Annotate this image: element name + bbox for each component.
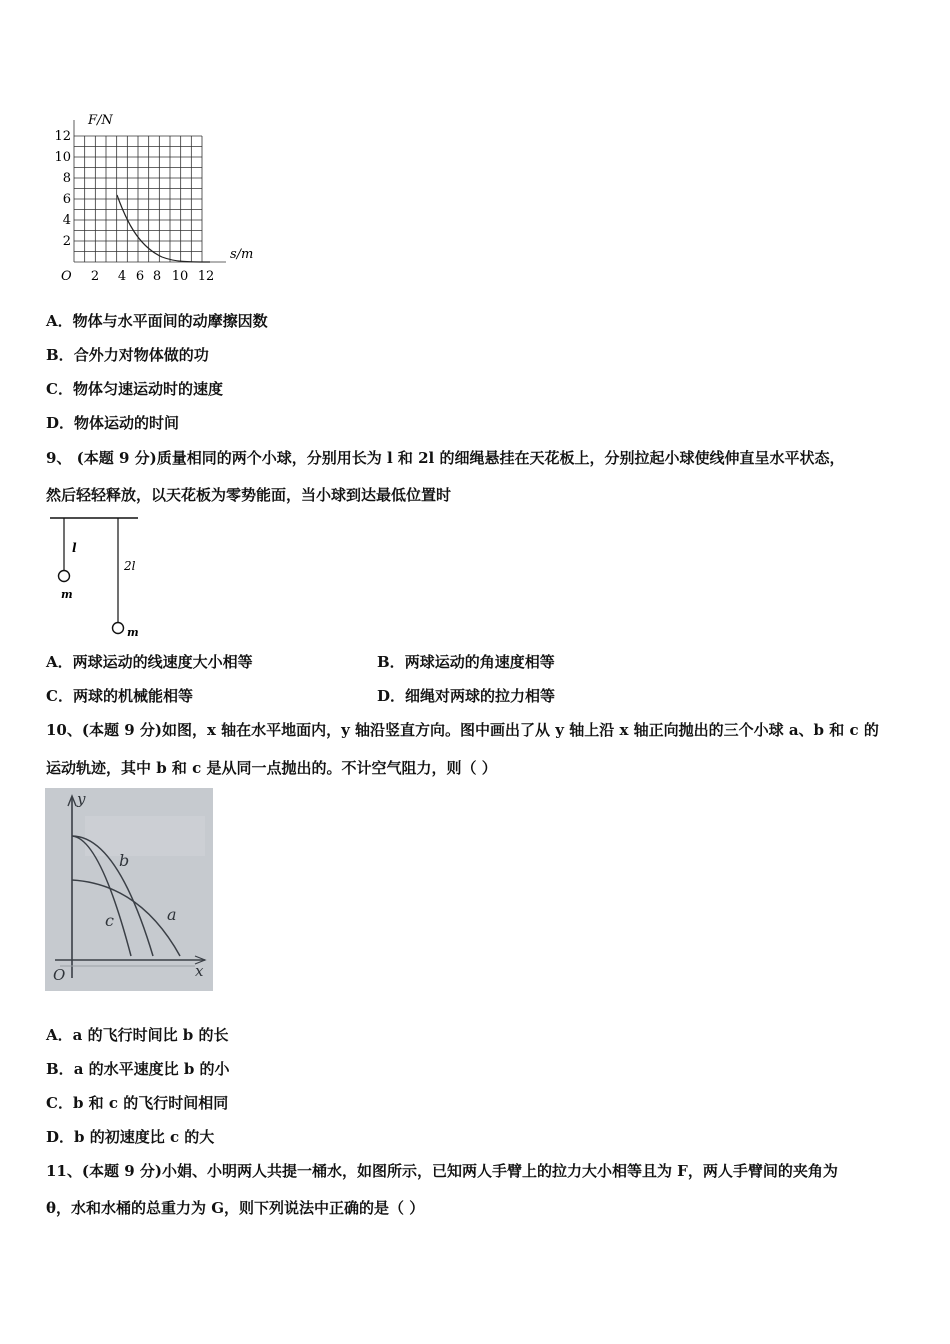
x-tick-labels [91, 269, 214, 284]
pendulum-figure [46, 512, 156, 642]
y-axis-label: F/N [88, 113, 113, 128]
q9-text-line-2: 然后轻轻释放，以天花板为零势能面，当小球到达最低位置时 [46, 486, 452, 504]
x-tick-label: 10 [171, 269, 189, 284]
curve-c-label: c [105, 911, 114, 930]
x-tick-label: 4 [117, 269, 127, 284]
trajectory-photo [45, 788, 213, 991]
q10-option-d: D．b 的初速度比 c 的大 [46, 1128, 215, 1146]
graph-grid [74, 120, 226, 262]
q8-option-b: B．合外力对物体做的功 [46, 346, 209, 364]
y-tick-labels [54, 129, 71, 249]
short-ball [59, 571, 70, 582]
trajectory-diagram [45, 788, 213, 991]
y-tick-label: 2 [62, 234, 71, 249]
force-displacement-graph [50, 108, 270, 288]
origin-label: O [61, 269, 72, 284]
long-ball [113, 623, 124, 634]
x-tick-label: 2 [90, 269, 100, 284]
x-tick-label: 6 [135, 269, 145, 284]
q9-text-line-1: 9、 (本题 9 分)质量相同的两个小球，分别用长为 l 和 2l 的细绳悬挂在天花板上，分别拉起小球使线伸直呈水平状态， [46, 449, 845, 467]
short-length-label: l [72, 541, 77, 555]
short-mass-label: m [61, 588, 73, 601]
y-tick-label: 12 [54, 129, 71, 144]
y-tick-label: 8 [62, 171, 71, 186]
q9-option-a: A．两球运动的线速度大小相等 [46, 653, 253, 671]
long-mass-label: m [127, 626, 139, 639]
y-tick-label: 6 [62, 192, 71, 207]
x-label: x [195, 962, 204, 980]
q8-option-a: A．物体与水平面间的动摩擦因数 [46, 312, 268, 330]
curve-b-label: b [119, 851, 130, 870]
x-tick-label: 8 [152, 269, 162, 284]
q9-option-c: C．两球的机械能相等 [46, 687, 193, 705]
q9-option-b: B．两球运动的角速度相等 [377, 653, 555, 671]
q8-option-c: C．物体匀速运动时的速度 [46, 380, 223, 398]
curve-a-label: a [167, 905, 177, 924]
q11-text-line-1: 11、(本题 9 分)小娟、小明两人共提一桶水，如图所示，已知两人手臂上的拉力大小相等且为 F，两人手臂间的夹角为 [46, 1162, 838, 1180]
q10-text-line-1: 10、(本题 9 分)如图，x 轴在水平地面内，y 轴沿竖直方向。图中画出了从 y 轴上沿 x 轴正向抛出的三个小球 a、b 和 c 的 [46, 721, 879, 739]
y-label: y [77, 790, 86, 808]
q10-text-line-2: 运动轨迹，其中 b 和 c 是从同一点抛出的。不计空气阻力，则（ ） [46, 759, 497, 777]
q11-text-line-2: θ，水和水桶的总重力为 G，则下列说法中正确的是（ ） [46, 1199, 425, 1217]
x-axis-label: s/m [230, 247, 254, 262]
origin-o-label: O [53, 966, 66, 984]
force-curve [117, 195, 210, 262]
q10-option-c: C．b 和 c 的飞行时间相同 [46, 1094, 229, 1112]
q10-option-a: A．a 的飞行时间比 b 的长 [46, 1026, 229, 1044]
q10-option-b: B．a 的水平速度比 b 的小 [46, 1060, 230, 1078]
long-length-label: 2l [124, 559, 136, 573]
y-tick-label: 10 [54, 150, 71, 165]
q8-option-d: D．物体运动的时间 [46, 414, 180, 432]
y-tick-label: 4 [62, 213, 71, 228]
x-tick-label: 12 [197, 269, 215, 284]
q9-option-d: D．细绳对两球的拉力相等 [377, 687, 556, 705]
